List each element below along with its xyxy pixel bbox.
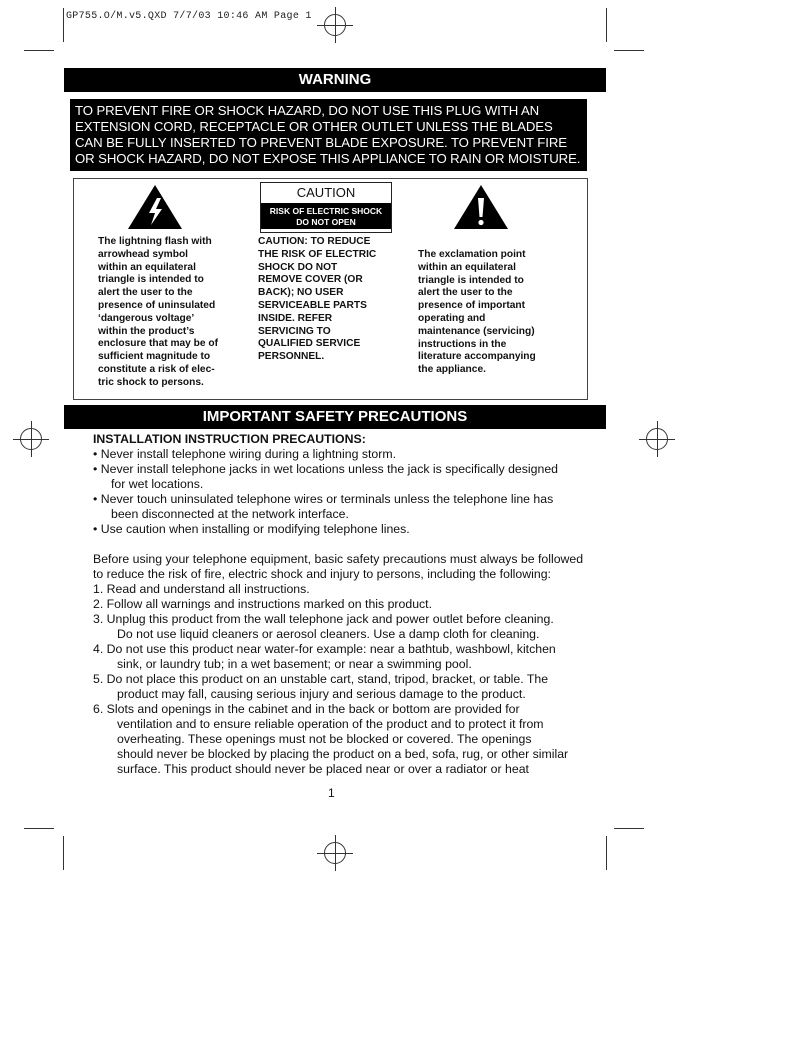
- lightning-line: within the product’s: [98, 325, 195, 337]
- exclamation-line: alert the user to the: [418, 287, 513, 299]
- lightning-line: The lightning flash with: [98, 236, 212, 247]
- numbered-line: 4. Do not use this product near water-for example: near a bathtub, washbowl, kitchen: [93, 642, 556, 656]
- lightning-description: [98, 236, 218, 390]
- exclamation-line: presence of important: [418, 300, 525, 312]
- crop-mark: [614, 50, 644, 51]
- caution-line: SERVICING TO: [258, 325, 331, 337]
- install-line: • Use caution when installing or modifying telephone lines.: [93, 522, 410, 536]
- registration-mark: [324, 14, 346, 36]
- numbered-line: 6. Slots and openings in the cabinet and in the back or bottom are provided for: [93, 702, 520, 716]
- install-line: been disconnected at the network interface.: [111, 507, 349, 521]
- registration-mark: [324, 842, 346, 864]
- numbered-line: 3. Unplug this product from the wall telephone jack and power outlet before cleaning.: [93, 612, 554, 626]
- installation-section: [93, 432, 558, 537]
- install-line: for wet locations.: [111, 477, 204, 491]
- numbered-line: surface. This product should never be placed near or over a radiator or heat: [117, 762, 529, 776]
- caution-line: BACK); NO USER: [258, 287, 344, 299]
- caution-line: QUALIFIED SERVICE: [258, 338, 361, 350]
- precautions-title: IMPORTANT SAFETY PRECAUTIONS: [64, 405, 606, 429]
- registration-mark: [20, 428, 42, 450]
- caution-line: THE RISK OF ELECTRIC: [258, 248, 377, 260]
- exclamation-line: triangle is intended to: [418, 274, 524, 286]
- caution-sub-line: DO NOT OPEN: [296, 217, 356, 227]
- numbered-line: ventilation and to ensure reliable operation of the product and to protect it from: [117, 717, 544, 731]
- registration-mark: [646, 428, 668, 450]
- caution-title: CAUTION: [296, 185, 356, 200]
- numbered-line: 2. Follow all warnings and instructions marked on this product.: [93, 597, 433, 611]
- numbered-line: should never be blocked by placing the product on a bed, sofa, rug, or other similar: [117, 747, 569, 761]
- exclamation-line: operating and: [418, 312, 486, 324]
- crop-mark: [63, 8, 64, 42]
- warning-title: WARNING: [64, 68, 606, 92]
- lightning-line: triangle is intended to: [98, 274, 204, 286]
- slug-line: GP755.O/M.v5.QXD 7/7/03 10:46 AM Page 1: [66, 11, 312, 22]
- installation-heading: INSTALLATION INSTRUCTION PRECAUTIONS:: [93, 432, 366, 446]
- lightning-line: sufficient magnitude to: [98, 351, 211, 363]
- numbered-line: product may fall, causing serious injury and serious damage to the product.: [117, 687, 526, 701]
- lightning-line: tric shock to persons.: [98, 376, 204, 388]
- exclamation-line: the appliance.: [418, 364, 486, 376]
- exclamation-line: within an equilateral: [418, 261, 516, 273]
- caution-subtitle: [261, 203, 391, 229]
- caution-label-box: [260, 182, 392, 233]
- caution-line: SERVICEABLE PARTS: [258, 299, 367, 311]
- numbered-line: sink, or laundry tub; in a wet basement; or near a swimming pool.: [117, 657, 472, 671]
- install-line: • Never install telephone wiring during a lightning storm.: [93, 447, 397, 461]
- caution-line: INSIDE. REFER: [258, 312, 333, 324]
- lightning-line: within an equilateral: [98, 261, 196, 273]
- install-line: • Never install telephone jacks in wet locations unless the jack is specifically designed: [93, 462, 558, 476]
- crop-mark: [24, 828, 54, 829]
- exclamation-line: maintenance (servicing): [418, 325, 535, 337]
- lightning-line: alert the user to the: [98, 287, 193, 299]
- caution-line: SHOCK DO NOT: [258, 261, 338, 273]
- intro-line: Before using your telephone equipment, basic safety precautions must always be followed: [93, 552, 584, 566]
- numbered-line: Do not use liquid cleaners or aerosol cleaners. Use a damp cloth for cleaning.: [117, 627, 540, 641]
- lightning-line: constitute a risk of elec-: [98, 363, 215, 375]
- exclamation-line: The exclamation point: [418, 249, 526, 260]
- lightning-line: presence of uninsulated: [98, 299, 216, 311]
- numbered-line: 1. Read and understand all instructions.: [93, 582, 310, 596]
- crop-mark: [606, 836, 607, 870]
- crop-mark: [606, 8, 607, 42]
- general-precautions: [93, 552, 583, 777]
- crop-mark: [63, 836, 64, 870]
- lightning-line: arrowhead symbol: [98, 248, 189, 260]
- page-number: 1: [328, 786, 335, 800]
- caution-sub-line: RISK OF ELECTRIC SHOCK: [269, 206, 383, 216]
- crop-mark: [24, 50, 54, 51]
- intro-line: to reduce the risk of fire, electric shock and injury to persons, including the following:: [93, 567, 551, 581]
- lightning-line: ‘dangerous voltage’: [98, 312, 195, 324]
- lightning-line: enclosure that may be of: [98, 338, 219, 350]
- exclamation-description: [418, 249, 536, 377]
- install-line: • Never touch uninsulated telephone wires or terminals unless the telephone line has: [93, 492, 554, 506]
- warning-line: OR SHOCK HAZARD, DO NOT EXPOSE THIS APPLIANCE TO RAIN OR MOISTURE.: [75, 151, 581, 166]
- warning-text: [70, 99, 587, 171]
- lightning-triangle-icon: [127, 184, 183, 230]
- exclamation-triangle-icon: [453, 184, 509, 230]
- crop-mark: [614, 828, 644, 829]
- caution-line: PERSONNEL.: [258, 351, 325, 363]
- warning-line: CAN BE FULLY INSERTED TO PREVENT BLADE EXPOSURE. TO PREVENT FIRE: [75, 135, 567, 150]
- caution-line: REMOVE COVER (OR: [258, 274, 363, 286]
- warning-line: EXTENSION CORD, RECEPTACLE OR OTHER OUTLET UNLESS THE BLADES: [75, 119, 553, 134]
- caution-line: CAUTION: TO REDUCE: [258, 236, 371, 247]
- numbered-line: overheating. These openings must not be blocked or covered. The openings: [117, 732, 532, 746]
- exclamation-line: literature accompanying: [418, 351, 536, 363]
- exclamation-line: instructions in the: [418, 338, 507, 350]
- warning-line: TO PREVENT FIRE OR SHOCK HAZARD, DO NOT USE THIS PLUG WITH AN: [75, 103, 540, 118]
- caution-description: [258, 236, 376, 364]
- numbered-line: 5. Do not place this product on an unstable cart, stand, tripod, bracket, or table. The: [93, 672, 549, 686]
